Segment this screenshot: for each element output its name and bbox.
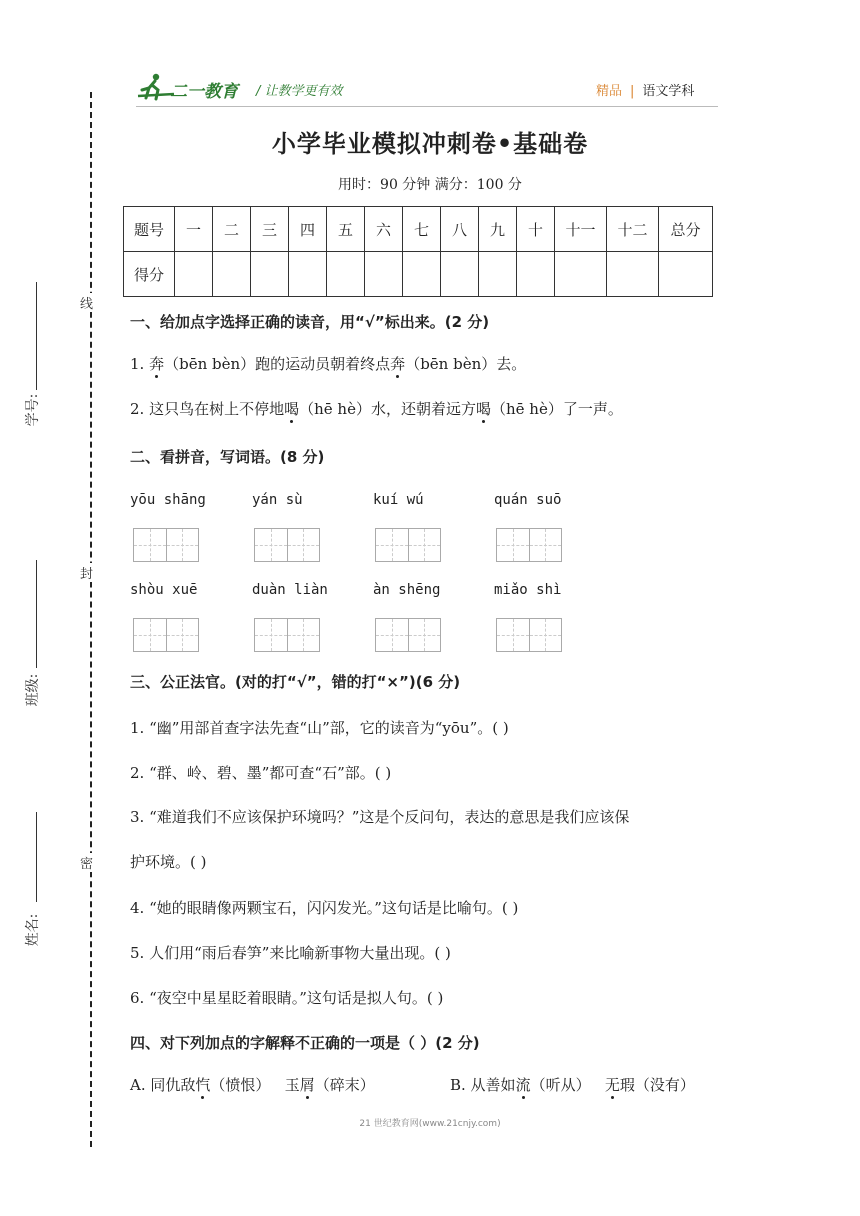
- pinyin: àn shēng: [373, 582, 441, 598]
- table-cell: 三: [251, 207, 289, 252]
- dotted-char: 奔: [149, 355, 165, 373]
- table-cell: 七: [403, 207, 441, 252]
- name-line: [36, 812, 37, 902]
- dotted-char: 奔: [390, 355, 406, 373]
- question-3-3: 3. “难道我们不应该保护环境吗？”这是个反问句，表达的意思是我们应该保: [130, 808, 630, 826]
- table-cell: 九: [479, 207, 517, 252]
- dotted-char: 流: [515, 1076, 531, 1094]
- score-input-cell[interactable]: [175, 252, 213, 297]
- header-separator: |: [630, 84, 635, 99]
- writing-grid[interactable]: [375, 528, 441, 562]
- score-input-cell[interactable]: [479, 252, 517, 297]
- slogan: / 让教学更有效: [256, 84, 343, 99]
- table-cell: 得分: [124, 252, 175, 297]
- dotted-char: 喝: [284, 400, 300, 418]
- page-title: 小学毕业模拟冲刺卷•基础卷: [271, 129, 589, 158]
- question-3-4: 4. “她的眼睛像两颗宝石，闪闪发光。”这句话是比喻句。( ): [130, 899, 519, 917]
- header-rule: [136, 106, 718, 107]
- page-footer: 21 世纪教育网(www.21cnjy.com): [359, 1119, 501, 1129]
- question-3-6: 6. “夜空中星星眨着眼睛。”这句话是拟人句。( ): [130, 989, 444, 1007]
- score-input-cell[interactable]: [251, 252, 289, 297]
- table-row: [124, 207, 713, 252]
- subject-label: 语文学科: [642, 84, 695, 99]
- pinyin: kuí wú: [373, 492, 424, 508]
- question-1-2: 2. 这只鸟在树上不停地喝（hē hè）水，还朝着远方喝（hē hè）了一声。: [130, 400, 623, 418]
- brand-logo-text: 二一教育: [170, 82, 238, 102]
- score-input-cell[interactable]: [607, 252, 659, 297]
- table-cell: 题号: [124, 207, 175, 252]
- table-cell: 五: [327, 207, 365, 252]
- table-cell: 十: [517, 207, 555, 252]
- writing-grid[interactable]: [133, 618, 199, 652]
- question-3-5: 5. 人们用“雨后春笋”来比喻新事物大量出现。( ): [130, 944, 451, 962]
- binding-mark-line: 线: [80, 293, 93, 312]
- table-cell: 六: [365, 207, 403, 252]
- class-line: [36, 560, 37, 668]
- score-input-cell[interactable]: [659, 252, 713, 297]
- score-table: [123, 206, 713, 297]
- class-label: 班级:: [25, 673, 41, 707]
- score-input-cell[interactable]: [289, 252, 327, 297]
- table-cell: 一: [175, 207, 213, 252]
- student-id-line: [36, 282, 37, 390]
- writing-grid[interactable]: [133, 528, 199, 562]
- dotted-char: 忾: [195, 1076, 211, 1094]
- score-input-cell[interactable]: [213, 252, 251, 297]
- question-3-1: 1. “幽”用部首查字法先查“山”部，它的读音为“yōu”。( ): [130, 719, 509, 737]
- option-b: B. 从善如流（听从） 无瑕（没有）: [450, 1076, 695, 1094]
- table-cell: 四: [289, 207, 327, 252]
- pinyin: yōu shāng: [130, 492, 206, 508]
- section-3-heading: 三、公正法官。(对的打“√”，错的打“×”)(6 分): [130, 673, 461, 691]
- exam-info: 用时：90 分钟 满分：100 分: [338, 177, 522, 193]
- writing-grid[interactable]: [496, 528, 562, 562]
- score-input-cell[interactable]: [555, 252, 607, 297]
- writing-grid[interactable]: [375, 618, 441, 652]
- question-3-3-cont: 护环境。( ): [130, 853, 207, 871]
- option-a: A. 同仇敌忾（愤恨） 玉屑（碎末）: [130, 1076, 375, 1094]
- dotted-char: 屑: [299, 1076, 315, 1094]
- score-input-cell[interactable]: [327, 252, 365, 297]
- dotted-char: 无: [604, 1076, 620, 1094]
- header-right: [596, 80, 694, 99]
- section-1-heading: 一、给加点字选择正确的读音，用“√”标出来。(2 分): [130, 313, 490, 331]
- pinyin: yán sù: [252, 492, 303, 508]
- student-id-label: 学号:: [25, 393, 41, 427]
- table-cell: 十二: [607, 207, 659, 252]
- pinyin: miǎo shì: [494, 582, 562, 598]
- writing-grid[interactable]: [496, 618, 562, 652]
- pinyin: duàn liàn: [252, 582, 328, 598]
- section-4-heading: 四、对下列加点的字解释不正确的一项是（ ）(2 分): [130, 1034, 480, 1052]
- question-3-2: 2. “群、岭、碧、墨”都可查“石”部。( ): [130, 764, 392, 782]
- writing-grid[interactable]: [254, 528, 320, 562]
- score-input-cell[interactable]: [517, 252, 555, 297]
- binding-mark-seal: 封: [80, 563, 93, 582]
- dotted-char: 喝: [475, 400, 491, 418]
- score-input-cell[interactable]: [365, 252, 403, 297]
- table-row: [124, 252, 713, 297]
- binding-mark-close: 密: [80, 853, 93, 872]
- table-cell: 二: [213, 207, 251, 252]
- score-input-cell[interactable]: [403, 252, 441, 297]
- question-1-1: 1. 奔（bēn bèn）跑的运动员朝着终点奔（bēn bèn）去。: [130, 355, 527, 373]
- pinyin: shòu xuē: [130, 582, 198, 598]
- quality-label: 精品: [596, 84, 623, 99]
- table-cell: 总分: [659, 207, 713, 252]
- section-2-heading: 二、看拼音，写词语。(8 分): [130, 448, 325, 466]
- score-input-cell[interactable]: [441, 252, 479, 297]
- name-label: 姓名:: [25, 913, 41, 947]
- writing-grid[interactable]: [254, 618, 320, 652]
- table-cell: 十一: [555, 207, 607, 252]
- binding-dashed-line: [90, 92, 92, 1147]
- table-cell: 八: [441, 207, 479, 252]
- pinyin: quán suō: [494, 492, 562, 508]
